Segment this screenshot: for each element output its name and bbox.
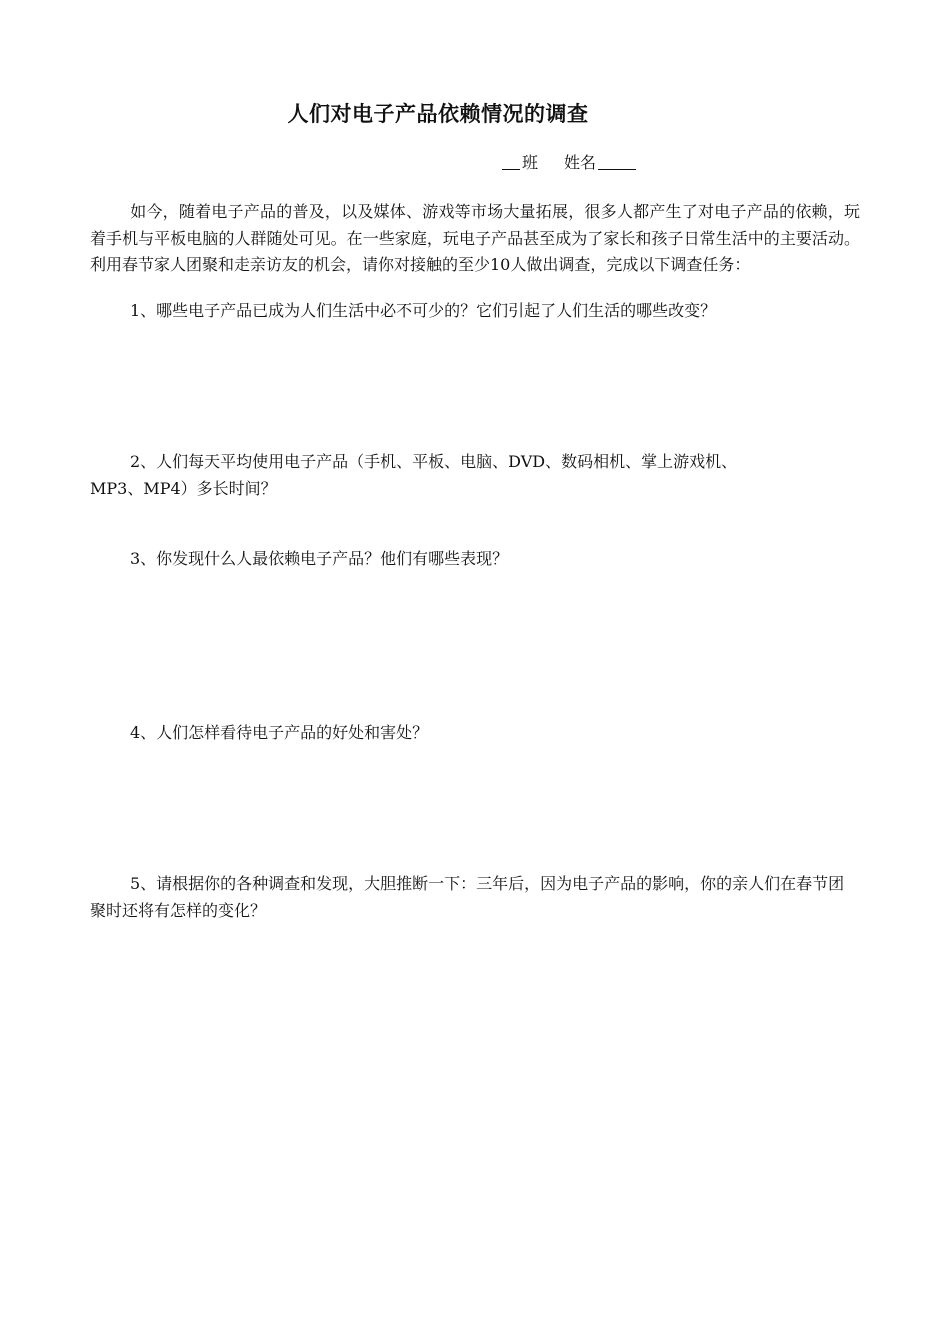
class-blank <box>502 153 520 170</box>
question-3 <box>90 546 860 573</box>
intro-text: 如今，随着电子产品的普及，以及媒体、游戏等市场大量拓展，很多人都产生了对电子产品的依赖，玩着手机与平板电脑的人群随处可见。在一些家庭，玩电子产品甚至成为了家长和孩子日常生活中的主要活动。利用春节家人团聚和走亲访友的机会，请你对接触的至少10人做出调查，完成以下调查任务： <box>90 202 860 274</box>
question-text: 5、请根据你的各种调查和发现，大胆推断一下：三年后，因为电子产品的影响，你的亲人们在春节团聚时还将有怎样的变化？ <box>90 874 845 920</box>
name-blank <box>598 153 636 170</box>
question-4 <box>90 720 860 747</box>
class-label: 班 <box>522 153 539 172</box>
question-text: 2、人们每天平均使用电子产品（手机、平板、电脑、DVD、数码相机、掌上游戏机、MP3、MP4）多长时间？ <box>90 452 738 498</box>
intro-paragraph <box>90 199 860 279</box>
question-5 <box>90 871 860 924</box>
question-text: 4、人们怎样看待电子产品的好处和害处？ <box>130 723 429 742</box>
question-1 <box>90 298 860 325</box>
page-title: 人们对电子产品依赖情况的调查 <box>287 102 589 126</box>
question-text: 1、哪些电子产品已成为人们生活中必不可少的？它们引起了人们生活的哪些改变？ <box>130 301 717 320</box>
question-text: 3、你发现什么人最依赖电子产品？他们有哪些表现？ <box>130 549 509 568</box>
question-2 <box>90 449 780 502</box>
name-label: 姓名 <box>564 153 597 172</box>
class-name-line <box>502 150 636 173</box>
